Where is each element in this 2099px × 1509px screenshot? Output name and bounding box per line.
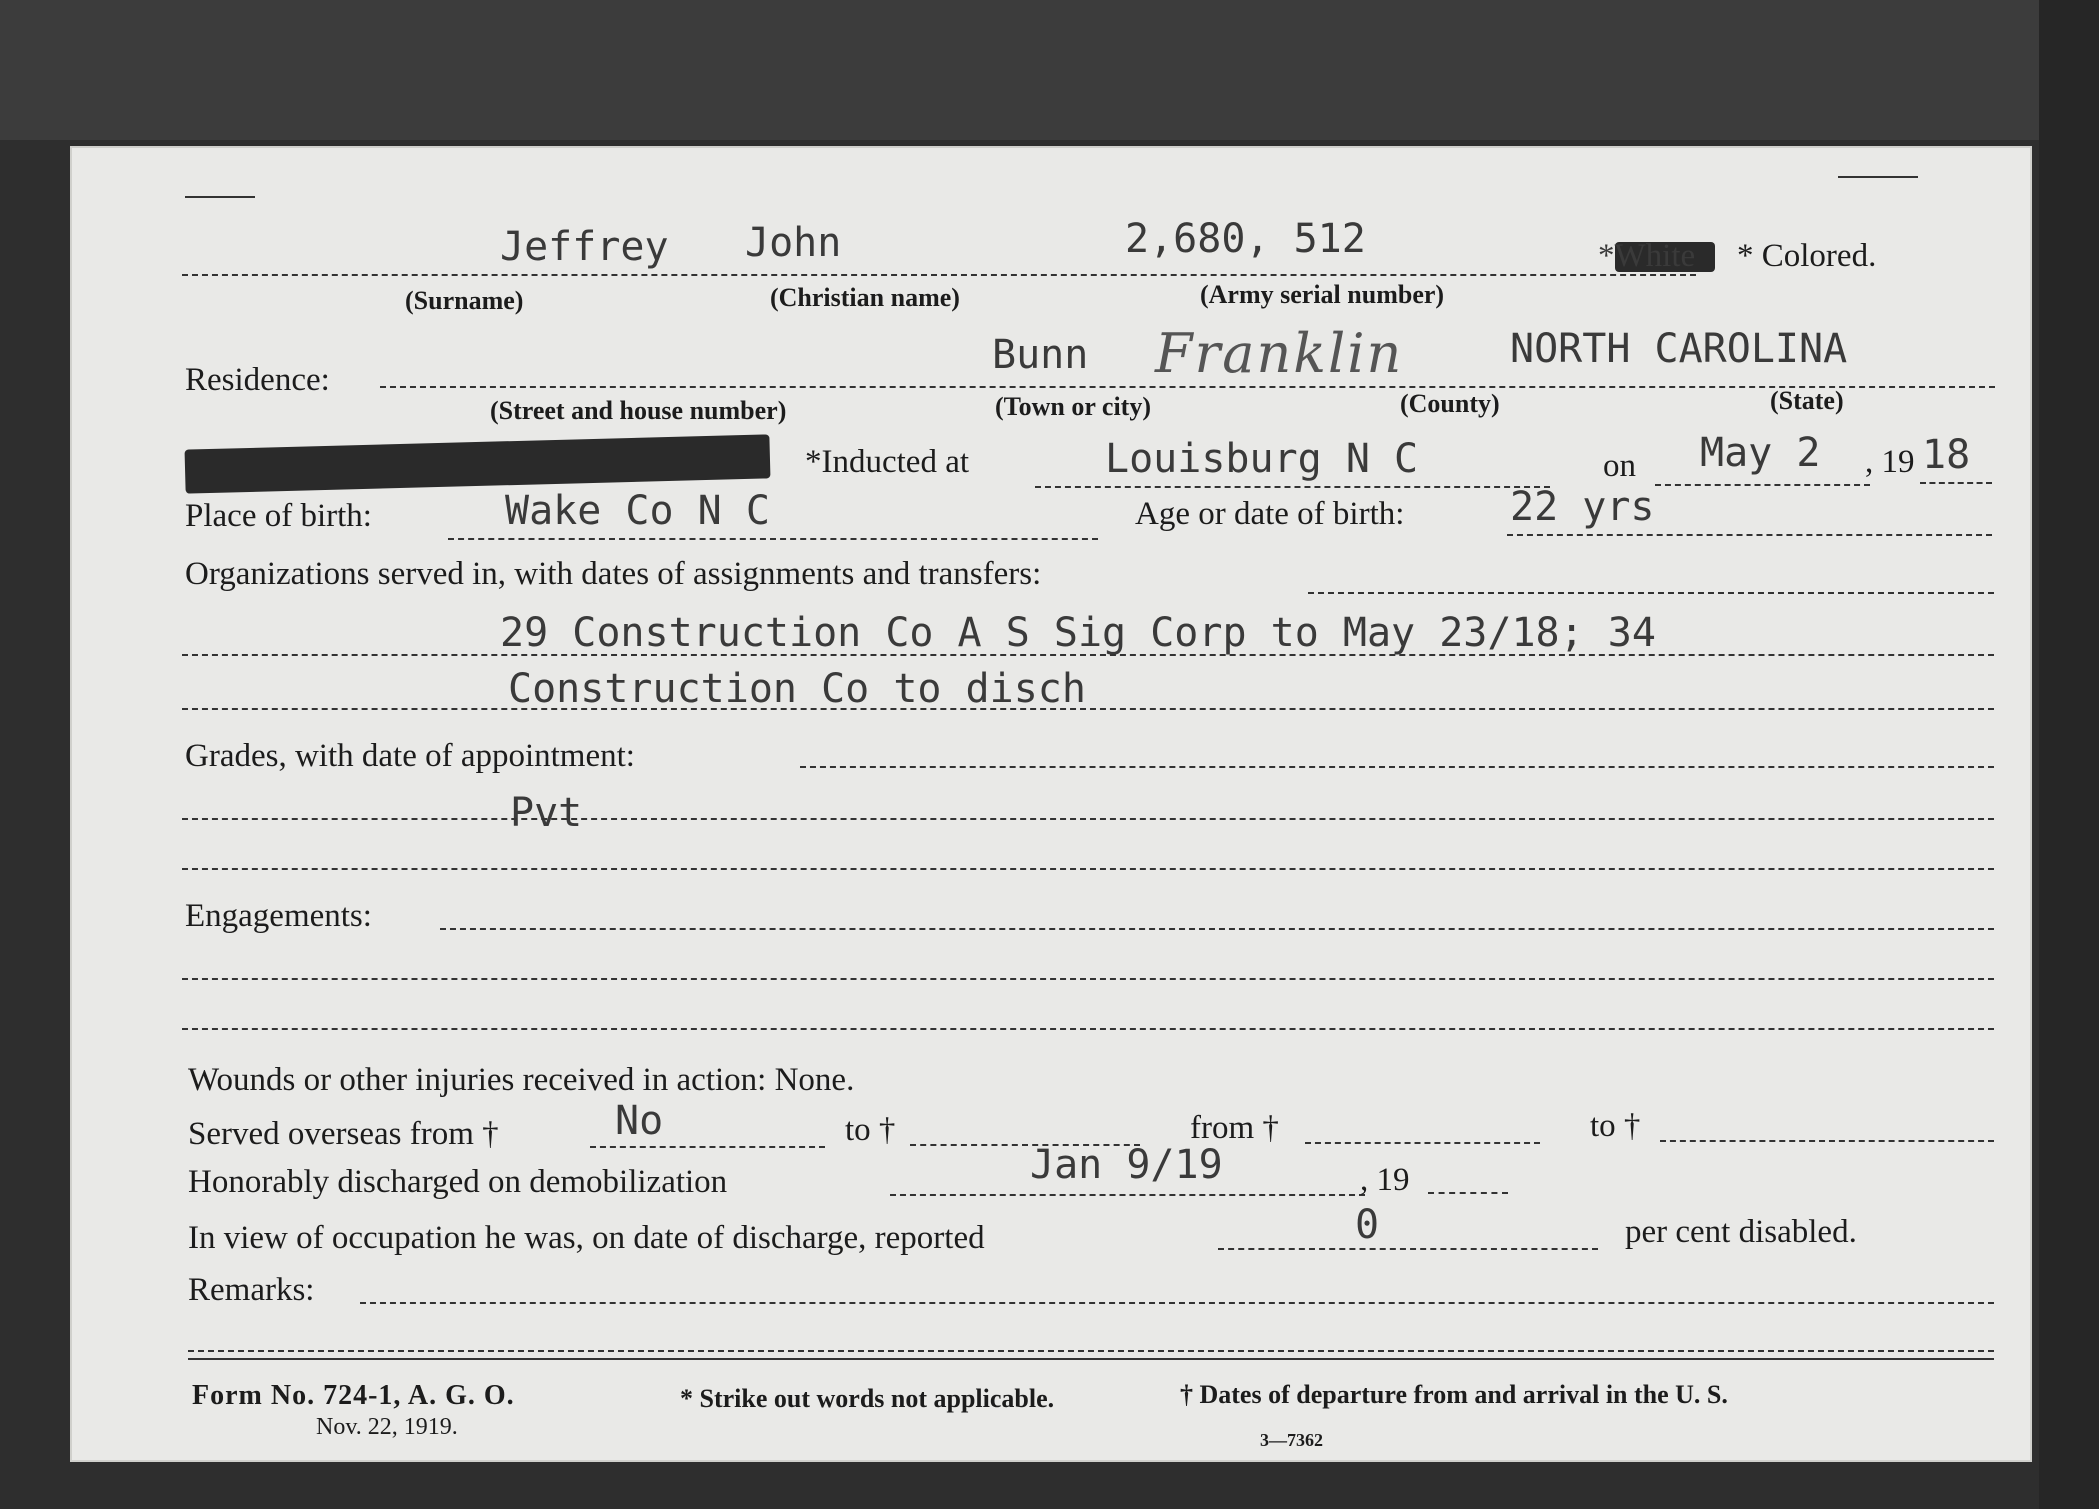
grades-line-0 (800, 766, 1994, 768)
residence-line (380, 386, 1995, 388)
return-from-label: from † (1190, 1110, 1279, 1146)
dagger-note: † Dates of departure from and arrival in the U. S. (1180, 1380, 1728, 1409)
engagements-line-1 (182, 978, 1994, 980)
occupation-label: In view of occupation he was, on date of discharge, reported (188, 1220, 985, 1256)
form-number: Form No. 724-1, A. G. O. (192, 1380, 515, 1411)
surname-value: Jeffrey (500, 224, 669, 270)
inducted-year-value: 18 (1922, 432, 1971, 478)
organizations-line-1 (182, 654, 1994, 656)
per-cent-label: per cent disabled. (1625, 1214, 1857, 1250)
inducted-place-value: Louisburg N C (1105, 436, 1419, 482)
white-label: *White (1598, 238, 1696, 274)
inducted-at-label: *Inducted at (805, 444, 970, 480)
inducted-date-line (1655, 484, 1870, 486)
overseas-from-line (590, 1146, 825, 1148)
grade-value: Pvt (510, 790, 583, 836)
overseas-from-value: No (615, 1098, 664, 1144)
grades-line-2 (182, 868, 1994, 870)
discharge-year-prefix: , 19 (1360, 1162, 1410, 1198)
engagements-line-2 (182, 1028, 1994, 1030)
christian-name-caption: (Christian name) (770, 283, 960, 312)
engagements-label: Engagements: (185, 898, 372, 934)
wounds-label: Wounds or other injuries received in action: None. (188, 1062, 855, 1098)
inducted-year-line (1920, 482, 1992, 484)
county-value: Franklin (1155, 322, 1404, 385)
discharge-date-value: Jan 9/19 (1030, 1142, 1223, 1188)
overseas-to-label: to † (845, 1112, 896, 1148)
enlisted-redaction (185, 434, 771, 493)
form-date: Nov. 22, 1919. (316, 1414, 458, 1440)
strike-note: * Strike out words not applicable. (680, 1384, 1055, 1413)
discharge-year-line (1428, 1192, 1508, 1194)
colored-label: * Colored. (1737, 238, 1877, 274)
disabled-pct-line (1218, 1248, 1598, 1250)
state-caption: (State) (1770, 386, 1844, 415)
state-value: NORTH CAROLINA (1510, 326, 1848, 372)
town-caption: (Town or city) (995, 392, 1151, 421)
remarks-line-0 (360, 1302, 1994, 1304)
inducted-year-prefix: , 19 (1865, 444, 1915, 480)
engagements-line-0 (440, 928, 1994, 930)
return-from-line (1305, 1142, 1540, 1144)
disabled-pct-value: 0 (1355, 1202, 1380, 1248)
grades-label: Grades, with date of appointment: (185, 738, 635, 774)
town-value: Bunn (992, 332, 1089, 378)
name-line (182, 274, 1696, 276)
discharge-date-line (890, 1194, 1365, 1196)
surname-caption: (Surname) (405, 286, 524, 315)
inducted-place-line (1035, 486, 1550, 488)
serial-value: 2,680, 512 (1125, 216, 1366, 262)
christian-name-value: John (745, 220, 842, 266)
street-caption: (Street and house number) (490, 396, 787, 425)
corner-rule-left (185, 196, 255, 198)
discharged-label: Honorably discharged on demobilization (188, 1164, 728, 1200)
remarks-line-1 (188, 1350, 1994, 1352)
organizations-line-0 (1308, 592, 1994, 594)
age-value: 22 yrs (1510, 484, 1655, 530)
print-code: 3—7362 (1260, 1430, 1323, 1450)
serial-caption: (Army serial number) (1200, 280, 1445, 309)
return-to-line (1660, 1140, 1994, 1142)
birthplace-line (448, 538, 1098, 540)
residence-label: Residence: (185, 362, 330, 398)
county-caption: (County) (1400, 389, 1500, 418)
corner-rule-right (1838, 176, 1918, 178)
grades-line-1 (182, 818, 1994, 820)
return-to-label: to † (1590, 1108, 1641, 1144)
organizations-label: Organizations served in, with dates of assignments and transfers: (185, 556, 1042, 592)
background-right (2039, 0, 2099, 1509)
inducted-date-value: May 2 (1700, 430, 1821, 476)
on-label: on (1603, 448, 1636, 484)
served-overseas-label: Served overseas from † (188, 1116, 499, 1152)
age-label: Age or date of birth: (1135, 496, 1405, 532)
remarks-label: Remarks: (188, 1272, 315, 1308)
background-top (0, 0, 2099, 140)
place-of-birth-label: Place of birth: (185, 498, 372, 534)
age-line (1507, 534, 1992, 536)
birthplace-value: Wake Co N C (505, 488, 770, 534)
organizations-value-1: 29 Construction Co A S Sig Corp to May 23/18; 34 (500, 610, 1656, 656)
organizations-value-2: Construction Co to disch (508, 666, 1086, 712)
organizations-line-2 (182, 708, 1994, 710)
footer-rule (188, 1358, 1994, 1360)
index-card (70, 146, 2032, 1462)
